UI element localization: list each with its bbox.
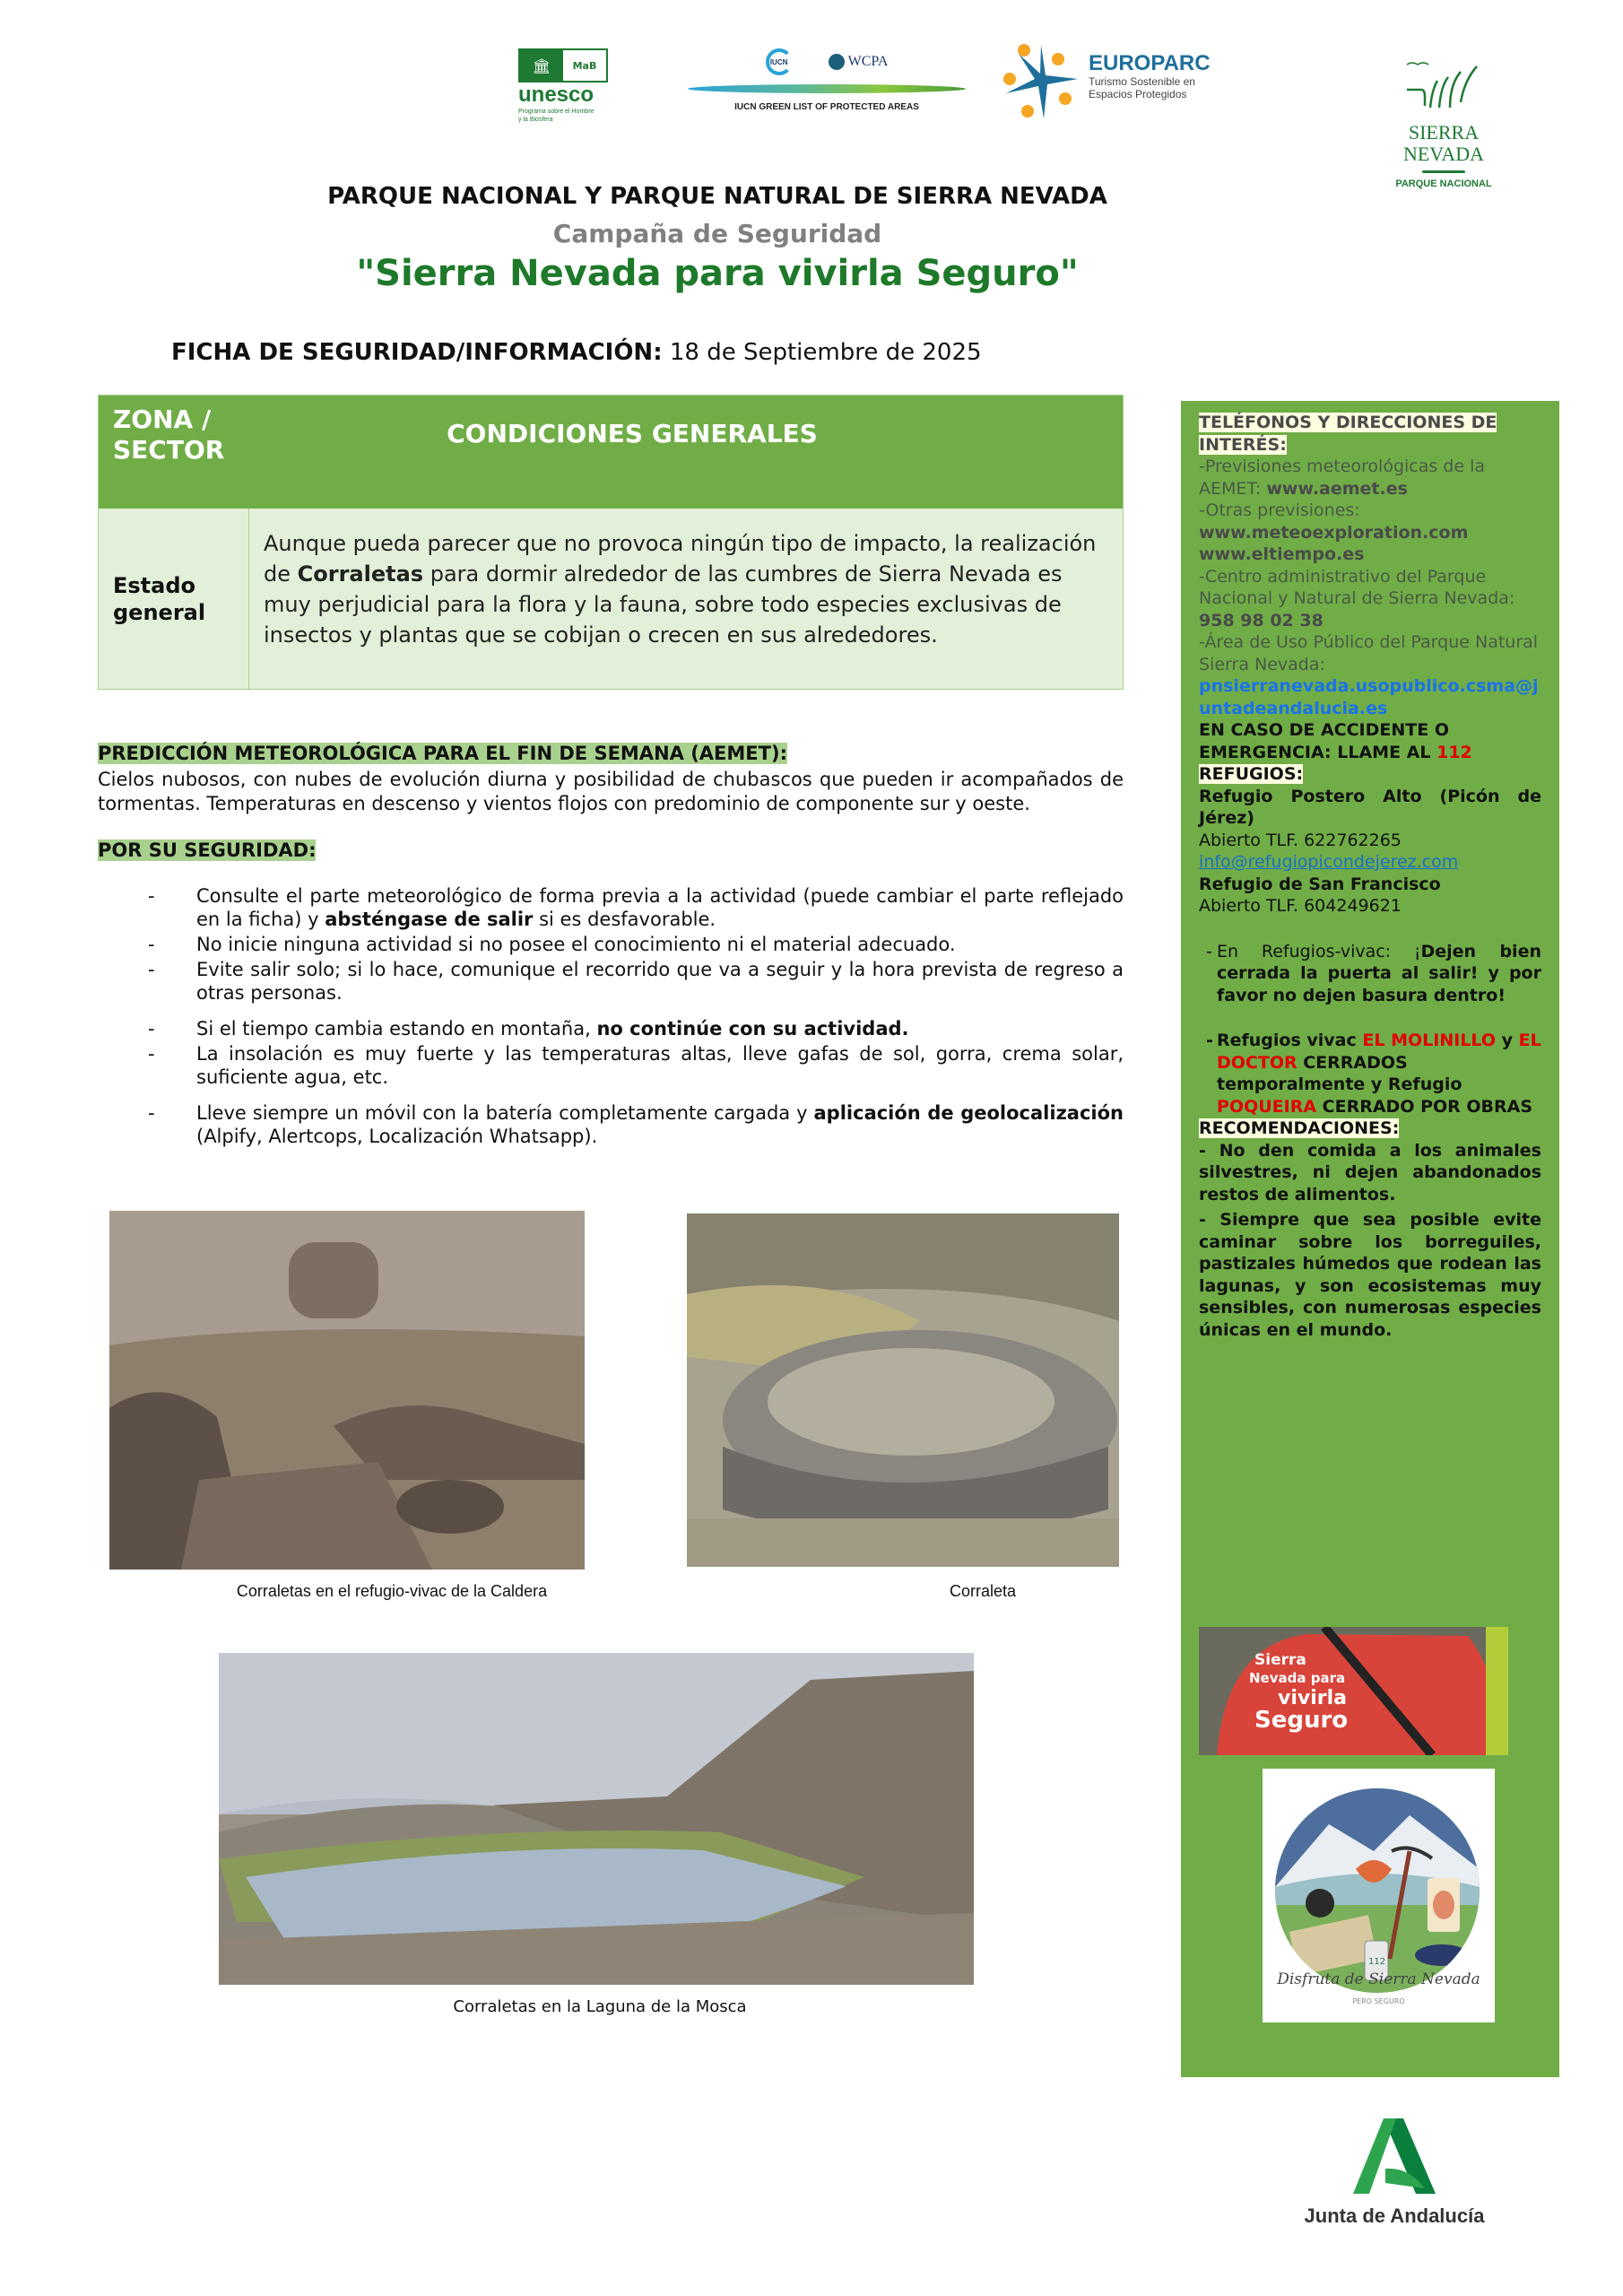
sn-line-2: NEVADA — [1402, 143, 1485, 165]
mab-mark: MaB — [572, 59, 597, 72]
caption-corraleta: Corraleta — [949, 1582, 1017, 1600]
item-text: Lleve siempre un móvil con la batería completamente cargada y — [196, 1102, 814, 1124]
junta-name: Junta de Andalucía — [1304, 2205, 1485, 2227]
forecast-heading: PREDICCIÓN METEOROLÓGICA PARA EL FIN DE SEMANA (AEMET): — [98, 743, 787, 764]
temple-icon: 🏛 — [520, 50, 563, 81]
closed-text: CERRADOS temporalmente y Refugio — [1217, 1052, 1462, 1094]
photo-laguna-mosca — [219, 1653, 974, 1985]
shirt-line-1: Sierra — [1254, 1651, 1306, 1669]
item-text: Consulte el parte meteorológico de forma previa a la actividad (puede cambiar el parte reflejado en la ficha) y — [196, 885, 1124, 930]
wcpa-label: WCPA — [847, 54, 889, 69]
vivac-note: - En Refugios-vivac: ¡Dejen bien cerrada la puerta al salir! y por favor no dejen basura dentro! — [1206, 941, 1541, 1005]
shirt-line-2: Nevada para — [1249, 1670, 1346, 1686]
dash-bullet: - — [148, 1043, 155, 1065]
list-item — [98, 1042, 1124, 1089]
safety-heading: POR SU SEGURIDAD: — [98, 839, 317, 861]
item-text: Evite salir solo; si lo hace, comunique el recorrido que va a seguir y la hora prevista de regreso a otras personas. — [196, 959, 1124, 1004]
phone-112: 112 — [1368, 1957, 1386, 1967]
closed-text-end: CERRADO POR OBRAS — [1316, 1096, 1533, 1117]
conditions-bold: Corraletas — [297, 561, 424, 587]
globe-icon — [829, 54, 845, 70]
closed-refuge-doctor: EL DOCTOR — [1217, 1031, 1541, 1073]
shirt-line-3: vivirla — [1278, 1687, 1347, 1709]
header-general-conditions: CONDICIONES GENERALES — [447, 419, 818, 448]
zone-cell: Estado general — [99, 509, 249, 689]
refugio-2-name: Refugio de San Francisco — [1199, 874, 1441, 894]
contacts-heading: TELÉFONOS Y DIRECCIONES DE INTERÉS: — [1199, 413, 1497, 455]
refugio-1-name: Refugio Postero Alto (Picón de Jérez) — [1199, 786, 1541, 828]
disfruta-poster — [1263, 1769, 1495, 2022]
forecast-heading-wrap — [98, 743, 1124, 764]
admin-center-label: -Centro administrativo del Parque Nacional y Natural de Sierra Nevada: — [1199, 566, 1515, 608]
iucn-icon: IUCN — [766, 48, 793, 75]
closed-refuges-notice: - Refugios vivac EL MOLINILLO y EL DOCTOR CERRADOS temporalmente y Refugio POQUEIRA CERRADO POR OBRAS — [1206, 1031, 1541, 1117]
dash-bullet: - — [148, 1102, 155, 1124]
junta-andalucia-logo — [1291, 2117, 1497, 2233]
iucn-caption: IUCN GREEN LIST OF PROTECTED AREAS — [734, 102, 919, 112]
conditions-text-end: para dormir alrededor de las cumbres de Sierra Nevada es muy perjudicial para la flora y la fauna, sobre todo especies exclusivas de insectos y plantas que se cobijan o crecen en sus alrededores. — [264, 561, 1063, 648]
europarc-star-icon — [1001, 39, 1081, 122]
recommendation-1: - No den comida a los animales silvestres, ni dejen abandonados restos de alimentos. — [1199, 1140, 1541, 1205]
mountain-sketch-icon — [1403, 57, 1484, 111]
dash-bullet: - — [148, 959, 155, 980]
aemet-link[interactable]: www.aemet.es — [1266, 478, 1408, 499]
campaign-slogan: "Sierra Nevada para vivirla Seguro" — [356, 253, 1079, 294]
item-text-end: si es desfavorable. — [533, 909, 716, 930]
refugio-2-phone: Abierto TLF. 604249621 — [1199, 896, 1402, 916]
ficha-line — [171, 339, 982, 366]
dash-bullet: - — [148, 934, 155, 955]
campaign-shirt-photo — [1199, 1627, 1508, 1755]
public-use-email-link[interactable]: pnsierranevada.usopublico.csma@juntadeandalucia.es — [1199, 676, 1539, 718]
ficha-date: 18 de Septiembre de 2025 — [662, 339, 982, 366]
vivac-note-text: En Refugios-vivac: ¡ — [1217, 941, 1421, 961]
disfruta-title: Disfruta de Sierra Nevada — [1277, 1970, 1480, 1988]
campaign-title: Campaña de Seguridad — [552, 219, 882, 248]
aemet-label: -Previsiones meteorológicas de la AEMET: — [1199, 457, 1486, 499]
disfruta-subtitle: PERO SEGURO — [1352, 1997, 1405, 2005]
item-text-end: (Alpify, Alertcops, Localización Whatsapp). — [196, 1126, 598, 1147]
sn-line-1: SIERRA — [1408, 121, 1480, 144]
eltiempo-link[interactable]: www.eltiempo.es — [1199, 544, 1365, 564]
photo-caldera-corraletas — [109, 1211, 585, 1570]
sn-divider — [1422, 170, 1465, 173]
item-text: La insolación es muy fuerte y las temperaturas altas, lleve gafas de sol, gorra, crema solar, suficiente agua, etc. — [196, 1043, 1124, 1088]
sn-subtitle: PARQUE NACIONAL — [1395, 178, 1492, 189]
item-bold: no continúe con su actividad. — [596, 1018, 909, 1039]
refugio-1-phone: Abierto TLF. 622762265 — [1199, 830, 1402, 850]
emergency-notice — [1199, 719, 1541, 763]
conditions-cell — [249, 509, 1123, 689]
emergency-text: EN CASO DE ACCIDENTE O EMERGENCIA: LLAME AL — [1199, 720, 1449, 762]
caption-caldera: Corraletas en el refugio-vivac de la Caldera — [236, 1582, 548, 1600]
closed-text: y — [1496, 1031, 1519, 1050]
europarc-logo — [1001, 39, 1234, 122]
safety-list — [98, 884, 1124, 1150]
gear-illustration — [1275, 1788, 1480, 1993]
sierra-nevada-logo — [1381, 57, 1506, 201]
europarc-subtitle-2: Espacios Protegidos — [1089, 88, 1187, 100]
caption-laguna: Corraletas en la Laguna de la Mosca — [453, 1997, 747, 2016]
list-item — [98, 1101, 1124, 1148]
closed-text: Refugios vivac — [1217, 1031, 1363, 1050]
europarc-title: EUROPARC — [1089, 51, 1211, 75]
dash-bullet: - — [148, 885, 155, 907]
conditions-table — [98, 395, 1124, 690]
photo-corraleta — [687, 1213, 1119, 1567]
recommendations-heading: RECOMENDACIONES: — [1199, 1118, 1400, 1138]
iucn-green-list-logo — [683, 47, 970, 127]
refugio-1-email-link[interactable]: info@refugiopicondejerez.com — [1199, 852, 1459, 872]
wcpa-logo — [829, 54, 889, 70]
unesco-subtitle-2: y la Biosfera — [518, 117, 553, 123]
list-item — [98, 958, 1124, 1004]
forecast-body: Cielos nubosos, con nubes de evolución diurna y posibilidad de chubascos que pueden ir acompañados de tormentas. Temperaturas en descenso y vientos flojos con predominio de componente sur y oeste. — [98, 769, 1124, 814]
meteoexploration-link[interactable]: www.meteoexploration.com — [1199, 522, 1469, 543]
europarc-subtitle-1: Turismo Sostenible en — [1089, 75, 1195, 88]
table-row — [99, 509, 1123, 689]
list-item — [98, 1017, 1124, 1040]
table-header — [99, 396, 1123, 509]
item-bold: absténgase de salir — [325, 909, 534, 930]
unesco-wordmark: unesco — [518, 83, 595, 107]
closed-refuge-molinillo: EL MOLINILLO — [1362, 1031, 1496, 1050]
header-zone-sector: ZONA / SECTOR — [113, 404, 225, 465]
public-use-label: -Área de Uso Público del Parque Natural Sierra Nevada: — [1199, 632, 1539, 674]
junta-a-icon — [1350, 2117, 1439, 2197]
item-text: Si el tiempo cambia estando en montaña, — [196, 1018, 597, 1039]
closed-refuge-poqueira: POQUEIRA — [1217, 1096, 1317, 1117]
item-bold: aplicación de geolocalización — [813, 1102, 1124, 1124]
vivac-note-bold: Dejen bien cerrada la puerta al salir! y por favor no dejen basura dentro! — [1217, 941, 1541, 1005]
safety-heading-wrap — [98, 839, 1124, 861]
unesco-subtitle-1: Programa sobre el Hombre — [518, 109, 595, 115]
list-item — [98, 933, 1124, 956]
admin-phone: 958 98 02 38 — [1199, 610, 1324, 631]
dash-bullet: - — [148, 1018, 155, 1039]
recommendation-2: - Siempre que sea posible evite caminar sobre los borreguiles, pastizales húmedos que rodean las lagunas, y son ecosistemas muy sensibles, con numerosas especies únicas en el mundo. — [1199, 1210, 1541, 1340]
other-forecasts-label: -Otras previsiones: — [1199, 500, 1360, 520]
unesco-logo — [518, 48, 617, 124]
refugios-heading: REFUGIOS: — [1199, 764, 1304, 784]
conditions-text: Aunque pueda parecer que no provoca ningún tipo de impacto, la realización de — [264, 531, 1097, 587]
item-text: No inicie ninguna actividad si no posee el conocimiento ni el material adecuado. — [196, 934, 956, 955]
park-title: PARQUE NACIONAL Y PARQUE NATURAL DE SIERRA NEVADA — [327, 183, 1107, 210]
list-item — [98, 884, 1124, 931]
brush-stroke-icon — [688, 84, 966, 93]
emergency-number: 112 — [1436, 742, 1472, 762]
ficha-label: FICHA DE SEGURIDAD/INFORMACIÓN: — [171, 339, 663, 366]
shirt-line-4: Seguro — [1254, 1707, 1349, 1734]
